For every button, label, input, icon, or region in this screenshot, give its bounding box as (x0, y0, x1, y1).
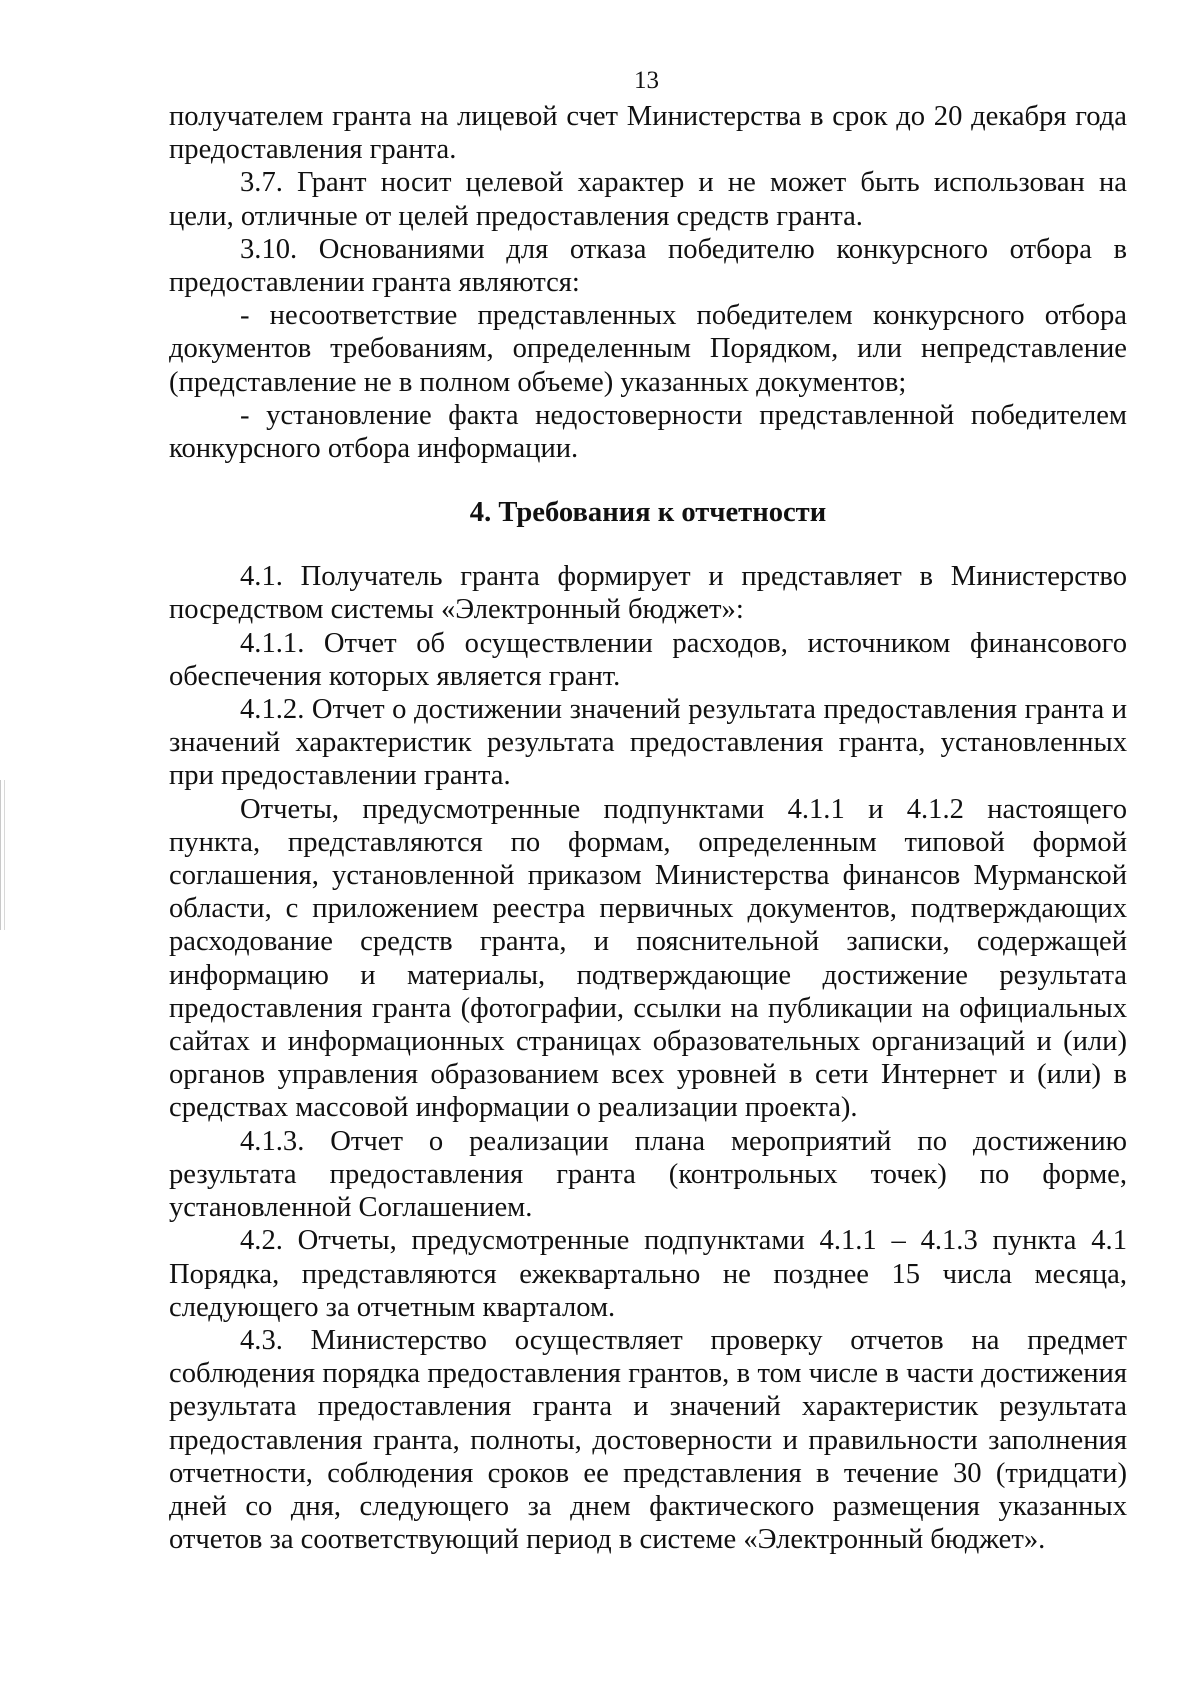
section-4-paragraph: 4.3. Министерство осуществляет проверку отчетов на предмет соблюдения порядка предоставления грантов, в том числе в части достижения результата предоставления гранта и значений характеристик результата предоставления гранта, полноты, достоверности и правильности заполнения отчетности, соблюдения сроков ее представления в течение 30 (тридцати) дней со дня, следующего за днем фактического размещения указанных отчетов за соответствующий период в системе «Электронный бюджет». (169, 1324, 1127, 1556)
section-4-paragraph: 4.1.3. Отчет о реализации плана мероприятий по достижению результата предоставления гранта (контрольных точек) по форме, установленной Соглашением. (169, 1125, 1127, 1224)
section-4-paragraph: 4.1.1. Отчет об осуществлении расходов, источником финансового обеспечения которых является грант. (169, 627, 1127, 692)
section-4-paragraph: 4.1.2. Отчет о достижении значений результата предоставления гранта и значений характеристик результата предоставления гранта, установленных при предоставлении гранта. (169, 694, 1127, 792)
section-3-paragraph: 3.7. Грант носит целевой характер и не может быть использован на цели, отличные от целей предоставления средств гранта. (169, 167, 1127, 232)
section-4-paragraph: 4.2. Отчеты, предусмотренные подпунктами 4.1.1 – 4.1.3 пункта 4.1 Порядка, представляются ежеквартально не позднее 15 числа месяца, следующего за отчетным кварталом. (169, 1225, 1127, 1323)
section-4-paragraph: 4.1. Получатель гранта формирует и представляет в Министерство посредством системы «Электронный бюджет»: (169, 561, 1127, 626)
page-number: 13 (634, 67, 659, 94)
section-heading: 4. Требования к отчетности (469, 497, 827, 529)
section-3-continuation (169, 100, 1127, 465)
section-3-paragraph: получателем гранта на лицевой счет Министерства в срок до 20 декабря года предоставления гранта. (169, 101, 1127, 166)
section-4-paragraph: Отчеты, предусмотренные подпунктами 4.1.1 и 4.1.2 настоящего пункта, представляются по формам, определенным типовой формой соглашения, установленной приказом Министерства финансов Мурманской области, с приложением реестра первичных документов, подтверждающих расходование средств гранта, и пояснительной записки, содержащей информацию и материалы, подтверждающие достижение результата предоставления гранта (фотографии, ссылки на публикации на официальных сайтах и информационных страницах образовательных организаций и (или) органов управления образованием всех уровней в сети Интернет и (или) в средствах массовой информации о реализации проекта). (169, 793, 1127, 1124)
section-3-paragraph: 3.10. Основаниями для отказа победителю конкурсного отбора в предоставлении гранта являются: (169, 233, 1127, 299)
document-page (169, 66, 1127, 1556)
scan-edge-mark (0, 780, 5, 930)
section-4-body (169, 560, 1127, 1556)
section-3-paragraph: - установление факта недостоверности представленной победителем конкурсного отбора информации. (169, 399, 1127, 465)
section-3-paragraph: - несоответствие представленных победителем конкурсного отбора документов требованиям, определенным Порядком, или непредставление (представление не в полном объеме) указанных документов; (169, 300, 1127, 398)
